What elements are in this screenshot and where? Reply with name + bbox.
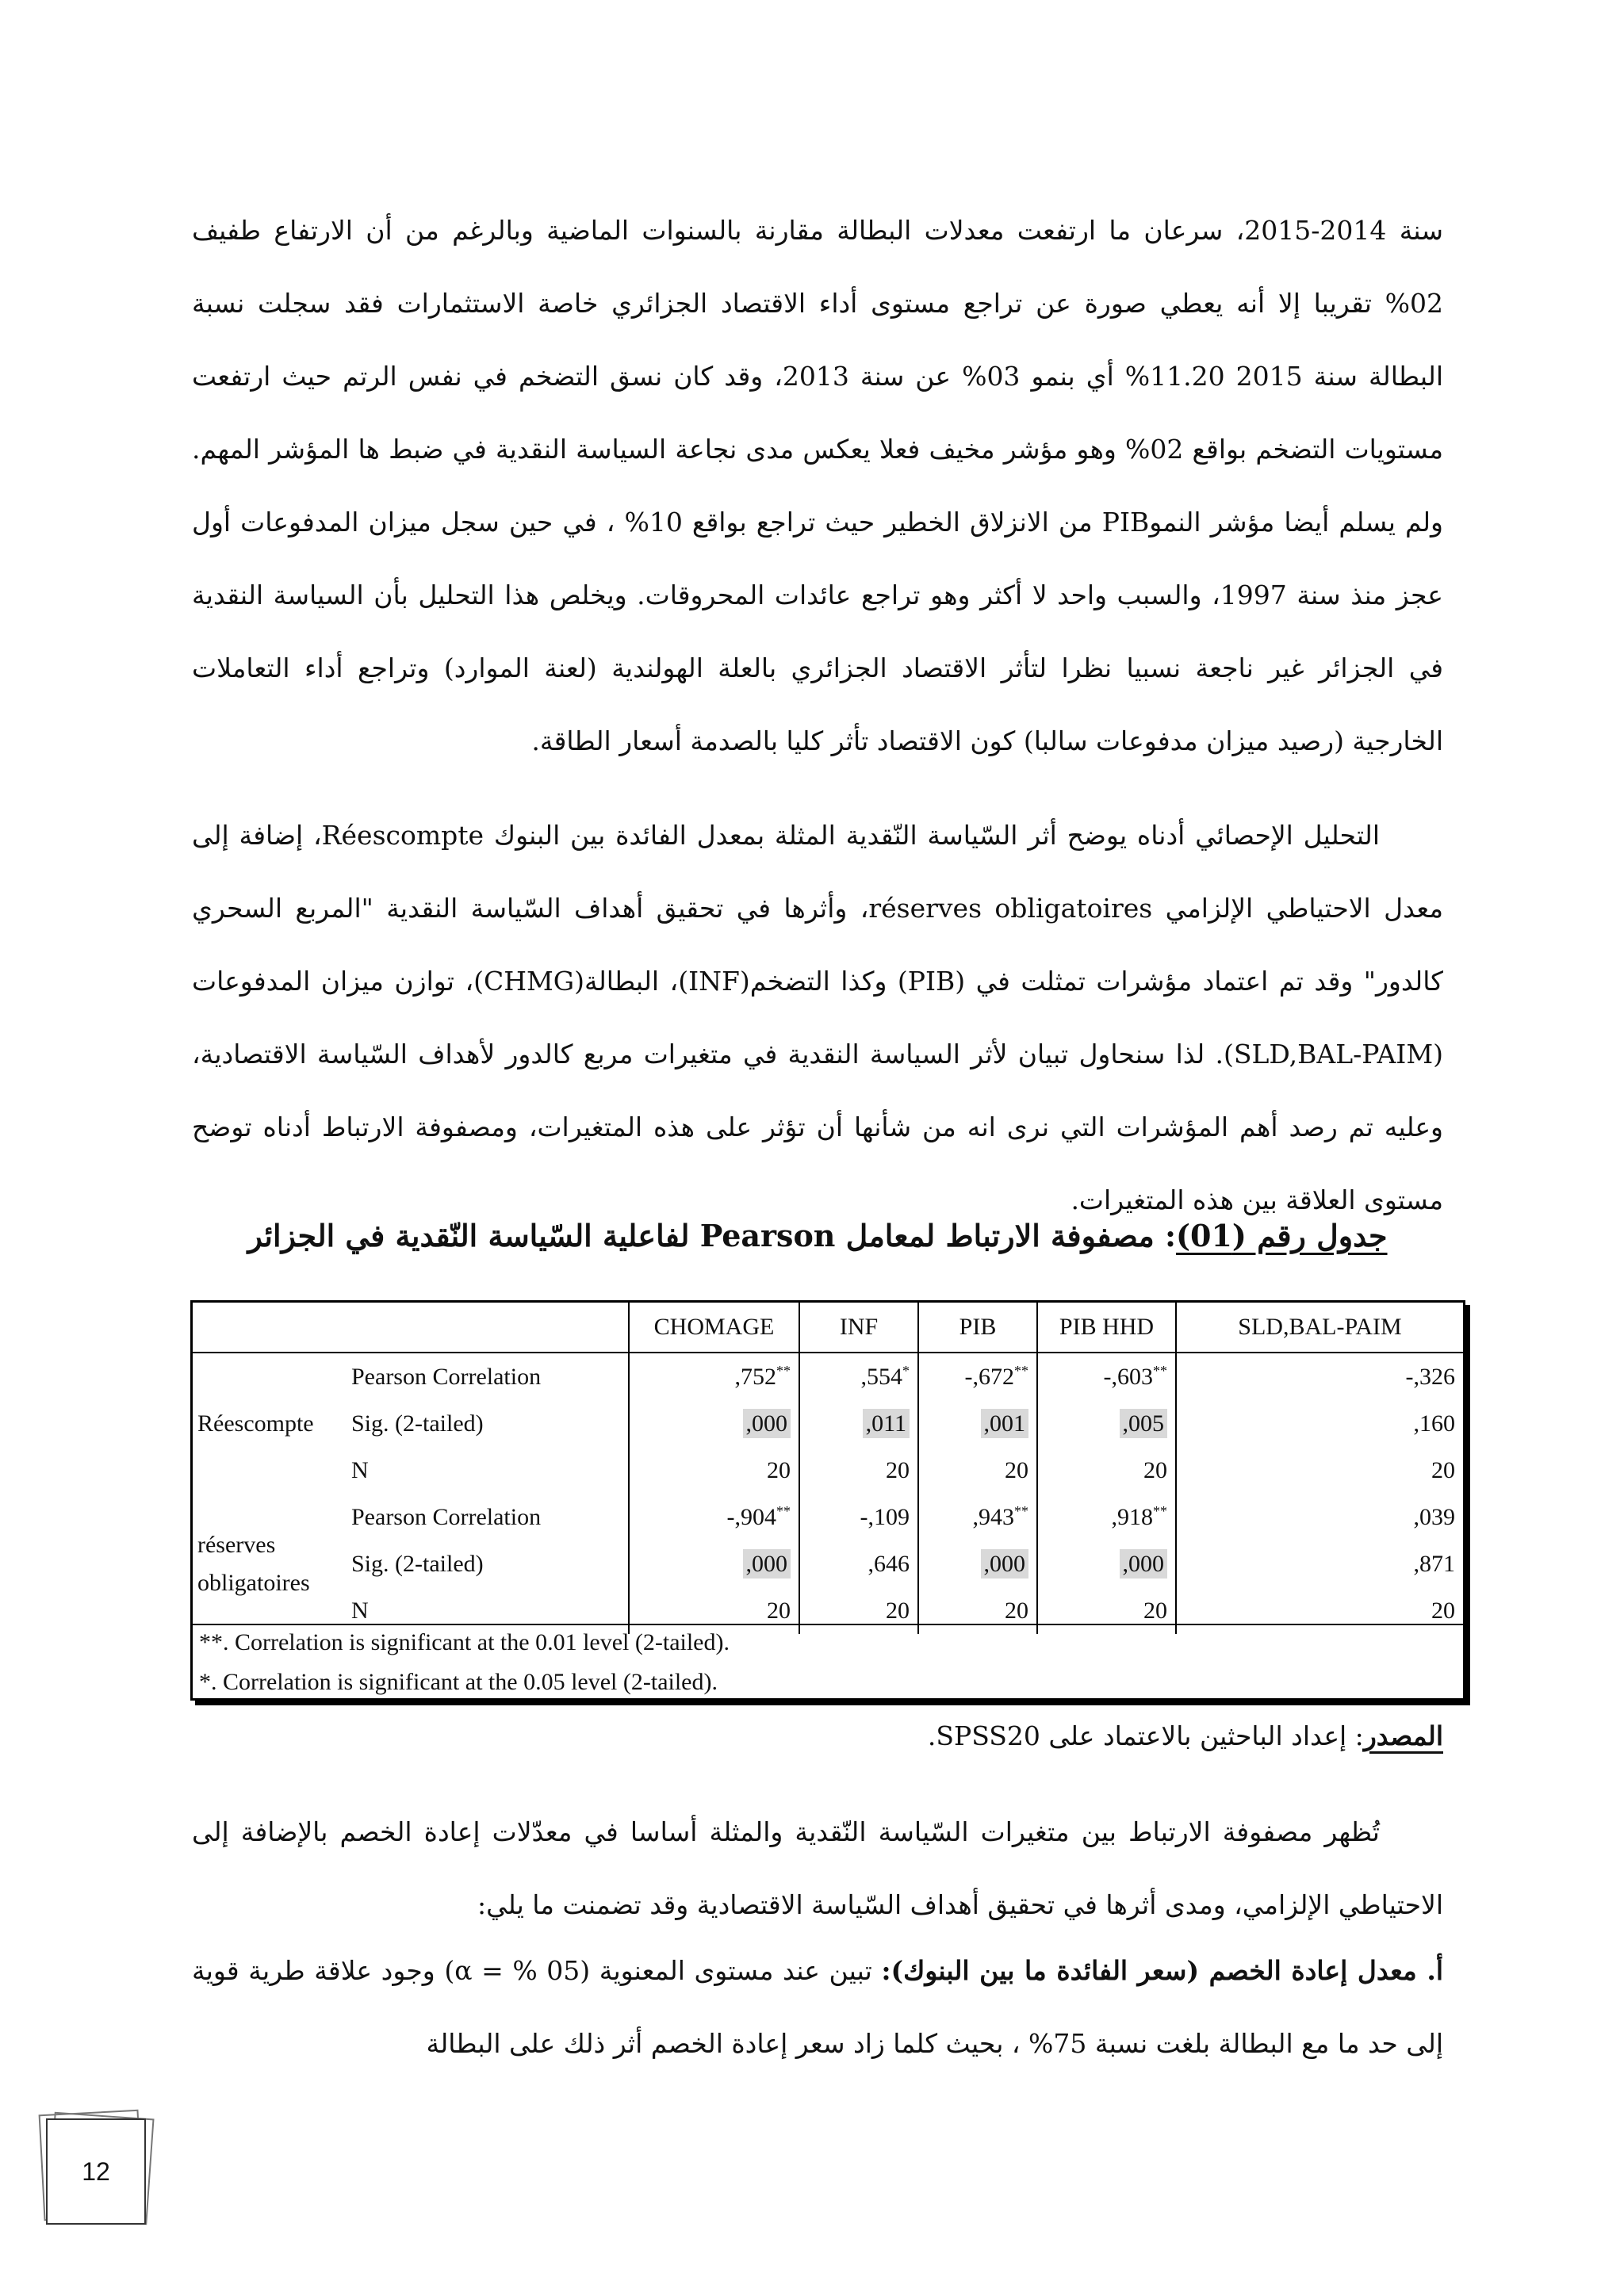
table-cell: ,752** [629, 1353, 799, 1400]
table-cell: ,000 [629, 1540, 799, 1587]
table-cell: ,918** [1037, 1494, 1176, 1540]
table-caption-label: جدول رقم (01) [1176, 1218, 1388, 1253]
table-cell: 20 [918, 1447, 1037, 1494]
table-cell: ,011 [799, 1400, 918, 1447]
table-row [193, 1587, 1463, 1634]
table-cell: 20 [1037, 1447, 1176, 1494]
header-blank [193, 1303, 343, 1353]
table-row [193, 1494, 1463, 1540]
col-header: INF [799, 1303, 918, 1353]
col-header: PIB [918, 1303, 1037, 1353]
group-label: Réescompte [197, 1410, 314, 1437]
stat-label: Sig. (2-tailed) [351, 1550, 484, 1577]
stat-label: N [351, 1597, 369, 1624]
paragraph-4 [192, 1934, 1443, 2080]
table-cell: 20 [629, 1447, 799, 1494]
table-cell: -,672** [918, 1353, 1037, 1400]
table-divider [193, 1624, 1463, 1625]
table-cell: 20 [629, 1587, 799, 1634]
stat-label: Pearson Correlation [351, 1363, 542, 1390]
table-cell: 20 [1037, 1587, 1176, 1634]
table-cell: ,000 [629, 1400, 799, 1447]
correlation-table [193, 1303, 1463, 1634]
table-cell: ,000 [1037, 1540, 1176, 1587]
group-label: réserves obligatoires [197, 1531, 310, 1596]
paragraph-4-heading: أ. معدل إعادة الخصم (سعر الفائدة ما بين البنوك): [881, 1955, 1443, 1986]
paragraph-1: سنة 2014-2015، سرعان ما ارتفعت معدلات البطالة مقارنة بالسنوات الماضية وبالرغم من أن الارتفاع طفيف 02% تقريبا إلا أنه يعطي صورة عن تراجع مستوى أداء الاقتصاد الجزائري خاصة الاستثمارات فقد سجلت نسبة البطالة سنة 2015 11.20% أي بنمو 03% عن سنة 2013، وقد كان نسق التضخم في نفس الرتم حيث ارتفعت مستويات التضخم بواقع 02% وهو مؤشر مخيف فعلا يعكس مدى نجاعة السياسة النقدية في ضبط ها المؤشر المهم. ولم يسلم أيضا مؤشر النموPIB من الانزلاق الخطير حيث تراجع بواقع 10% ، في حين سجل ميزان المدفوعات أول عجز منذ سنة 1997، والسبب واحد لا أكثر وهو تراجع عائدات المحروقات. ويخلص هذا التحليل بأن السياسة النقدية في الجزائر غير ناجعة نسبيا نظرا لتأثر الاقتصاد الجزائري بالعلة الهولندية (لعنة الموارد) وتراجع أداء التعاملات الخارجية (رصيد ميزان مدفوعات سالبا) كون الاقتصاد تأثر كليا بالصدمة أسعار الطاقة. [192, 215, 1444, 756]
table-source [192, 1720, 1443, 1751]
header-blank [343, 1303, 629, 1353]
table-cell: -,603** [1037, 1353, 1176, 1400]
table-cell: 20 [1176, 1587, 1463, 1634]
stat-label: Pearson Correlation [351, 1503, 542, 1530]
table-footnote: **. Correlation is significant at the 0.01 level (2-tailed). [199, 1629, 730, 1655]
table-cell: ,871 [1176, 1540, 1463, 1587]
table-footnote: *. Correlation is significant at the 0.05 level (2-tailed). [199, 1669, 718, 1695]
table-cell: ,039 [1176, 1494, 1463, 1540]
table-header-row [193, 1303, 1463, 1353]
table-cell: ,001 [918, 1400, 1037, 1447]
stat-label: N [351, 1456, 369, 1483]
col-header: SLD,BAL-PAIM [1176, 1303, 1463, 1353]
table-row [193, 1400, 1463, 1447]
table-cell: ,943** [918, 1494, 1037, 1540]
table-cell: ,646 [799, 1540, 918, 1587]
table-cell: 20 [918, 1587, 1037, 1634]
paragraph-2: التحليل الإحصائي أدناه يوضح أثر السّياسة النّقدية المثلة بمعدل الفائدة بين البنوك Réescompte، إضافة إلى معدل الاحتياطي الإلزامي réserves obligatoires، وأثرها في تحقيق أهداف السّياسة النقدية "المربع السحري كالدور" وقد تم اعتماد مؤشرات تمثلت في (PIB) وكذا التضخم(INF)، البطالة(CHMG)، توازن ميزان المدفوعات (SLD,BAL-PAIM). لذا سنحاول تبيان لأثر السياسة النقدية في متغيرات مربع كالدور لأهداف السّياسة الاقتصادية، وعليه تم رصد أهم المؤشرات التي نرى انه من شأنها أن تؤثر على هذه المتغيرات، ومصفوفة الارتباط أدناه توضح مستوى العلاقة بين هذه المتغيرات. [192, 820, 1443, 1215]
source-text: : إعداد الباحثين بالاعتماد على SPSS20. [927, 1720, 1364, 1751]
table-cell: ,005 [1037, 1400, 1176, 1447]
table-caption-text: : مصفوفة الارتباط لمعامل Pearson لفاعلية السّياسة النّقدية في الجزائر [247, 1218, 1177, 1253]
table-cell: 20 [799, 1587, 918, 1634]
table-row [193, 1447, 1463, 1494]
col-header: CHOMAGE [629, 1303, 799, 1353]
stat-label: Sig. (2-tailed) [351, 1410, 484, 1437]
table-cell: -,326 [1176, 1353, 1463, 1400]
table-row [193, 1540, 1463, 1587]
correlation-table-frame [190, 1300, 1465, 1701]
col-header: PIB HHD [1037, 1303, 1176, 1353]
page-number: 12 [46, 2118, 146, 2225]
table-cell: ,554* [799, 1353, 918, 1400]
table-cell: ,000 [918, 1540, 1037, 1587]
table-caption [192, 1218, 1443, 1253]
table-cell: 20 [1176, 1447, 1463, 1494]
table-cell: 20 [799, 1447, 918, 1494]
table-cell: ,160 [1176, 1400, 1463, 1447]
paragraph-4-text: تبين عند مستوى المعنوية (05 % = α) وجود علاقة طرية قوية إلى حد ما مع البطالة بلغت نسبة 75% ، بحيث كلما زاد سعر إعادة الخصم أثر ذلك على البطالة [192, 1955, 1443, 2059]
table-cell: -,904** [629, 1494, 799, 1540]
table-cell: -,109 [799, 1494, 918, 1540]
paragraph-3: تُظهر مصفوفة الارتباط بين متغيرات السّياسة النّقدية والمثلة أساسا في معدّلات إعادة الخصم بالإضافة إلى الاحتياطي الإلزامي، ومدى أثرها في تحقيق أهداف السّياسة الاقتصادية وقد تضمنت ما يلي: [192, 1816, 1443, 1920]
source-label: المصدر [1363, 1720, 1443, 1751]
table-row [193, 1353, 1463, 1400]
